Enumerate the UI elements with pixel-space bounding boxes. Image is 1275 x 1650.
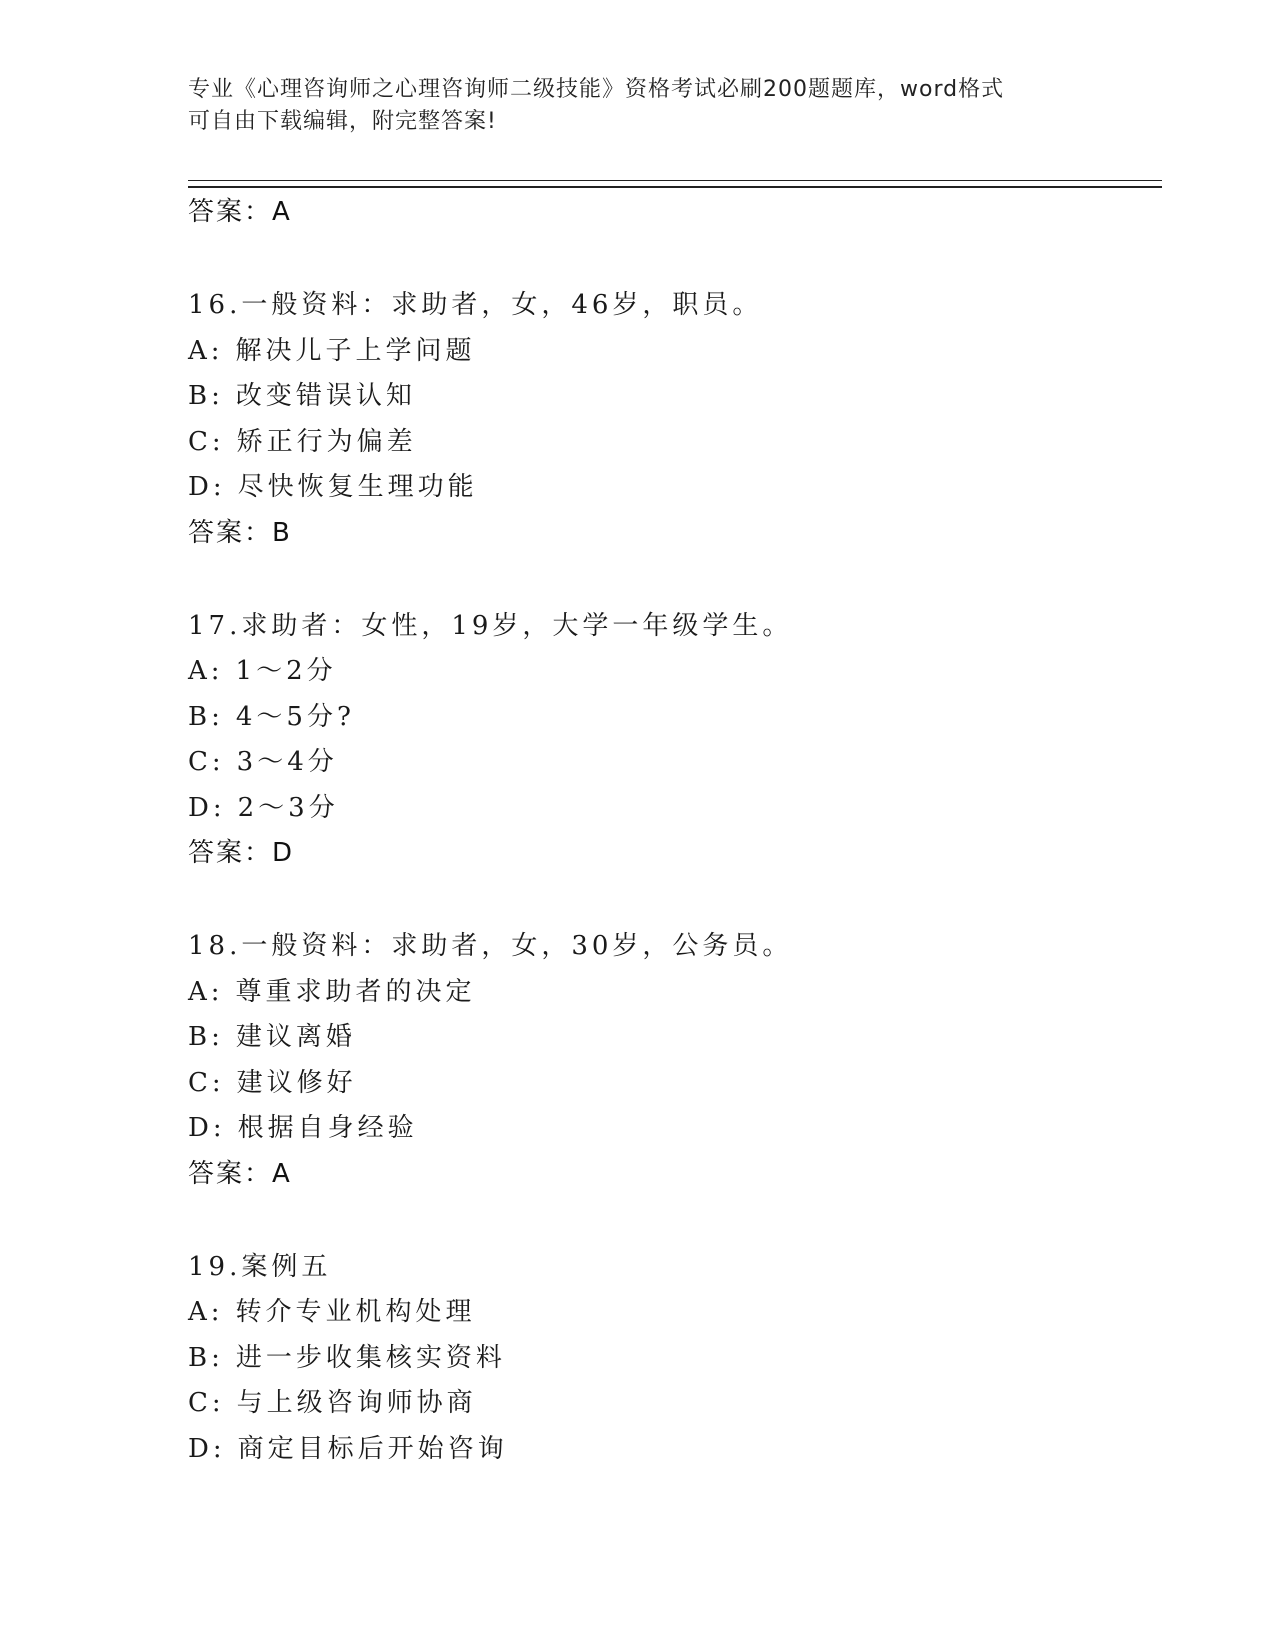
option-label: A: xyxy=(188,335,224,366)
option-text: 2～3分 xyxy=(237,792,339,823)
header-line-2: 可自由下载编辑，附完整答案! xyxy=(188,109,497,134)
option-text: 商定目标后开始咨询 xyxy=(237,1433,508,1464)
option-label: B: xyxy=(188,1022,224,1052)
option-c xyxy=(188,420,1162,466)
option-b xyxy=(188,374,1162,420)
option-text: 4～5分? xyxy=(235,701,355,732)
option-label: C: xyxy=(188,747,225,777)
question-list xyxy=(188,190,1162,1472)
option-text: 尽快恢复生理功能 xyxy=(237,472,478,502)
option-label: D: xyxy=(188,472,226,502)
question-19 xyxy=(188,1245,1162,1473)
option-label: B: xyxy=(188,701,224,732)
header-line-1: 专业《心理咨询师之心理咨询师二级技能》资格考试必刷200题题库，word格式 xyxy=(188,77,1005,102)
option-label: D: xyxy=(188,792,226,823)
option-label: A: xyxy=(188,976,224,1007)
option-c xyxy=(188,1061,1162,1107)
option-label: D: xyxy=(188,1113,226,1143)
question-title: 18.一般资料：求助者，女，30岁，公务员。 xyxy=(188,931,793,961)
option-text: 改变错误认知 xyxy=(235,381,416,411)
option-label: C: xyxy=(188,1388,225,1418)
document-header xyxy=(188,74,1088,138)
option-label: C: xyxy=(188,1067,225,1098)
question-18 xyxy=(188,924,1162,1197)
question-title: 17.求助者：女性，19岁，大学一年级学生。 xyxy=(188,610,793,641)
option-a xyxy=(188,1290,1162,1336)
option-a xyxy=(188,329,1162,375)
option-text: 根据自身经验 xyxy=(237,1113,418,1143)
answer-line: 答案：B xyxy=(188,517,292,548)
option-label: A: xyxy=(188,1297,224,1327)
option-d xyxy=(188,1427,1162,1473)
option-text: 与上级咨询师协商 xyxy=(236,1388,477,1418)
option-c xyxy=(188,1381,1162,1427)
option-b xyxy=(188,1015,1162,1061)
option-b xyxy=(188,695,1162,741)
option-label: B: xyxy=(188,381,224,411)
option-a xyxy=(188,970,1162,1016)
question-16 xyxy=(188,283,1162,556)
option-label: D: xyxy=(188,1433,226,1464)
option-text: 建议离婚 xyxy=(235,1022,356,1052)
question-17 xyxy=(188,604,1162,877)
option-text: 1～2分 xyxy=(235,656,337,686)
option-d xyxy=(188,1106,1162,1152)
answer-line: 答案：A xyxy=(188,197,292,227)
option-text: 建议修好 xyxy=(236,1067,357,1098)
answer-line: 答案：A xyxy=(188,1158,292,1189)
option-text: 尊重求助者的决定 xyxy=(235,976,476,1007)
option-label: A: xyxy=(188,656,224,686)
option-label: C: xyxy=(188,426,225,457)
option-text: 解决儿子上学问题 xyxy=(235,335,476,366)
option-text: 转介专业机构处理 xyxy=(235,1297,476,1327)
option-label: B: xyxy=(188,1342,224,1373)
option-d xyxy=(188,786,1162,832)
answer-line: 答案：D xyxy=(188,838,295,868)
option-d xyxy=(188,465,1162,511)
header-divider xyxy=(188,180,1162,188)
option-text: 进一步收集核实资料 xyxy=(235,1342,506,1373)
option-a xyxy=(188,649,1162,695)
question-title: 16.一般资料：求助者，女，46岁，职员。 xyxy=(188,290,763,320)
option-text: 3～4分 xyxy=(236,747,338,777)
option-text: 矫正行为偏差 xyxy=(236,426,417,457)
option-c xyxy=(188,740,1162,786)
question-title: 19.案例五 xyxy=(188,1251,332,1282)
option-b xyxy=(188,1336,1162,1382)
